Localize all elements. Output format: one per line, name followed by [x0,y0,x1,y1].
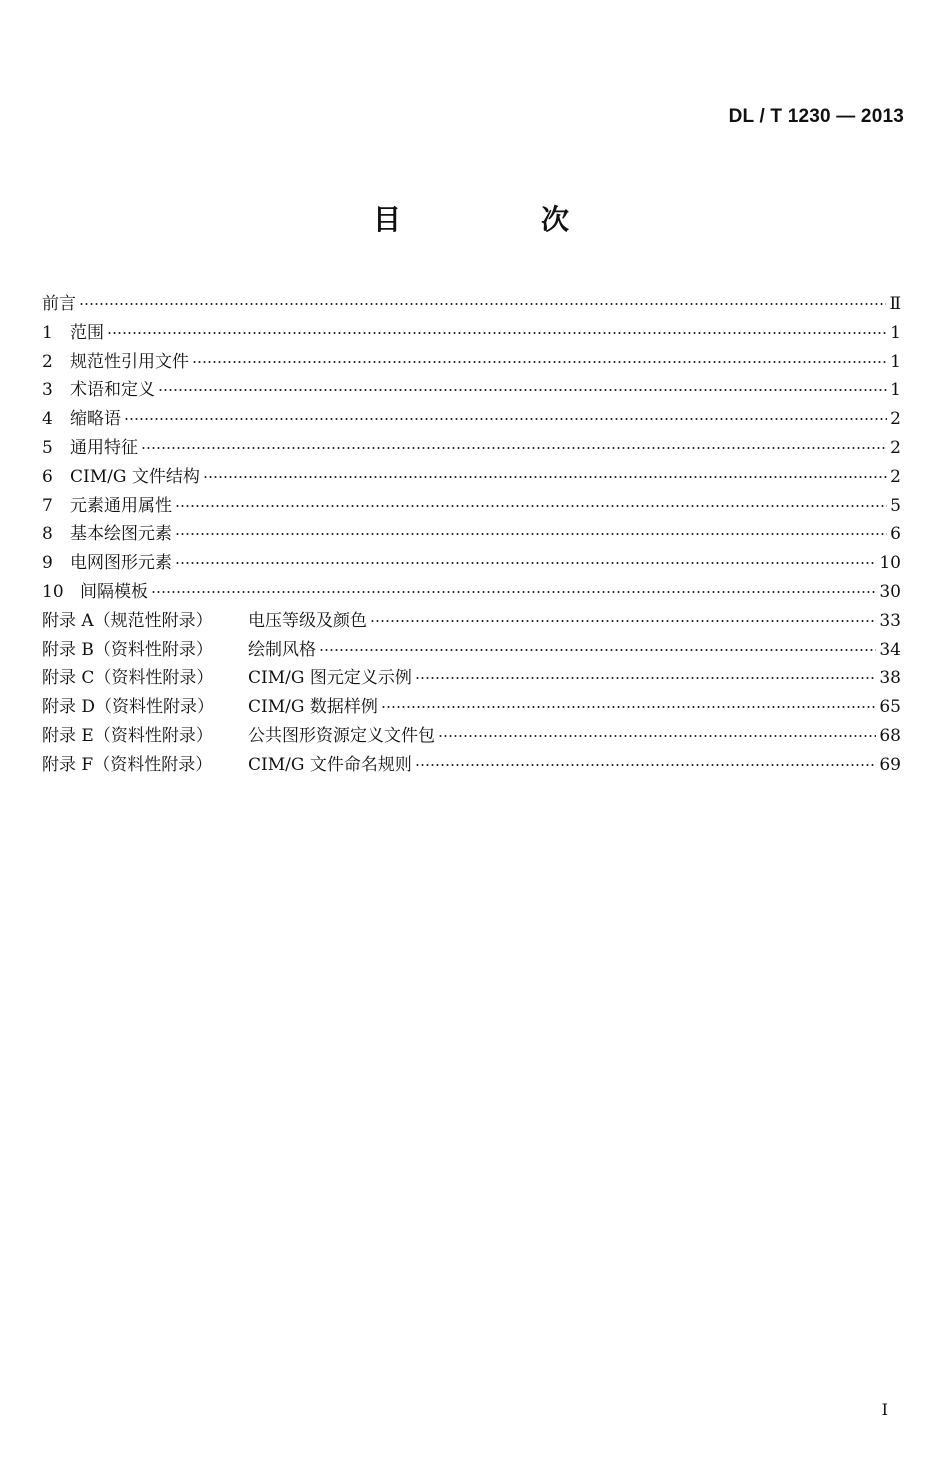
toc-entry-label: 绘制风格 [248,639,316,660]
toc-entry-page: 33 [879,610,901,631]
toc-entry-number: 4 [42,409,53,430]
toc-entry-page: 5 [890,495,901,516]
toc-dot-leader [415,764,877,766]
toc-entry-annex[interactable] [42,636,901,665]
toc-annex-label: 附录 B（资料性附录） [42,639,213,660]
toc-entry-annex[interactable] [42,751,901,780]
toc-entry-page: 2 [890,409,901,430]
toc-entry-chapter[interactable] [42,463,901,492]
toc-entry-label: 电压等级及颜色 [248,610,367,631]
toc-entry-number: 3 [42,380,53,401]
toc-entry-page: 38 [879,668,901,689]
toc-entry-chapter[interactable] [42,348,901,377]
toc-entry-page: 30 [879,581,901,602]
toc-entry-number: 1 [42,322,53,343]
toc-entry-number: 8 [42,524,53,545]
toc-entry-label: 公共图形资源定义文件包 [248,725,435,746]
toc-entry-page: 6 [890,524,901,545]
toc-entry-label: 范围 [70,322,104,343]
toc-entry-label: CIM/G 文件命名规则 [248,754,412,775]
toc-entry-chapter[interactable] [42,405,901,434]
standard-code: DL / T 1230 — 2013 [728,106,904,127]
toc-entry-annex[interactable] [42,664,901,693]
toc-dot-leader [415,677,877,679]
toc-entry-label: CIM/G 图元定义示例 [248,668,412,689]
toc-entry-label: 通用特征 [70,437,138,458]
toc-entry-number: 2 [42,351,53,372]
toc-entry-chapter[interactable] [42,434,901,463]
toc-entry-label: 基本绘图元素 [70,524,172,545]
toc-entry-label: CIM/G 文件结构 [70,466,200,487]
toc-dot-leader [203,476,887,478]
toc-entry-number: 10 [42,581,64,602]
toc-dot-leader [175,505,887,507]
toc-entry-chapter[interactable] [42,549,901,578]
toc-entry-page: 65 [879,697,901,718]
page-number: I [881,1400,888,1419]
toc-entry-chapter[interactable] [42,578,901,607]
toc-entry-page: 34 [879,639,901,660]
page-title: 目 次 [372,203,625,236]
toc-dot-leader [107,332,887,334]
toc-entry-page: 2 [890,437,901,458]
toc-entry-label: 前言 [42,294,76,314]
toc-entry-label: 元素通用属性 [70,495,172,516]
toc-dot-leader [158,389,887,391]
toc-entry-label: 规范性引用文件 [70,351,189,372]
toc-dot-leader [192,361,887,363]
toc-dot-leader [438,735,876,737]
toc-entry-number: 6 [42,466,53,487]
toc-annex-label: 附录 E（资料性附录） [42,725,213,746]
toc-annex-label: 附录 A（规范性附录） [42,610,213,631]
toc-dot-leader [175,562,876,564]
toc-dot-leader [175,533,887,535]
toc-annex-label: 附录 F（资料性附录） [42,754,213,775]
toc-entry-number: 7 [42,495,53,516]
toc-entry-page: 1 [890,322,901,343]
toc-entry-number: 9 [42,553,53,574]
toc-entry-label: 术语和定义 [70,380,155,401]
table-of-contents [42,290,901,780]
toc-dot-leader [319,649,876,651]
toc-entry-number: 5 [42,437,53,458]
toc-entry-chapter[interactable] [42,520,901,549]
toc-entry-chapter[interactable] [42,376,901,405]
toc-entry-page: 10 [879,553,901,574]
toc-annex-label: 附录 C（资料性附录） [42,668,214,689]
toc-dot-leader [381,706,877,708]
toc-entry-page: 1 [890,351,901,372]
toc-dot-leader [124,418,887,420]
toc-entry-chapter[interactable] [42,492,901,521]
toc-entry-annex[interactable] [42,693,901,722]
toc-entry-chapter[interactable] [42,319,901,348]
toc-entry-label: 间隔模板 [80,581,148,602]
toc-entry-page: 1 [890,380,901,401]
toc-dot-leader [151,591,876,593]
toc-entry-annex[interactable] [42,607,901,636]
toc-entry-annex[interactable] [42,722,901,751]
toc-dot-leader [141,447,887,449]
toc-dot-leader [370,620,876,622]
toc-entry-page: 68 [879,725,901,746]
toc-entry-label: CIM/G 数据样例 [248,697,378,718]
toc-entry-page: 2 [890,466,901,487]
toc-entry-page: Ⅱ [889,294,901,314]
toc-entry-label: 缩略语 [70,409,121,430]
toc-dot-leader [79,303,886,305]
toc-annex-label: 附录 D（资料性附录） [42,697,215,718]
toc-entry-label: 电网图形元素 [70,553,172,574]
toc-entry-preface[interactable] [42,290,901,319]
toc-entry-page: 69 [879,754,901,775]
